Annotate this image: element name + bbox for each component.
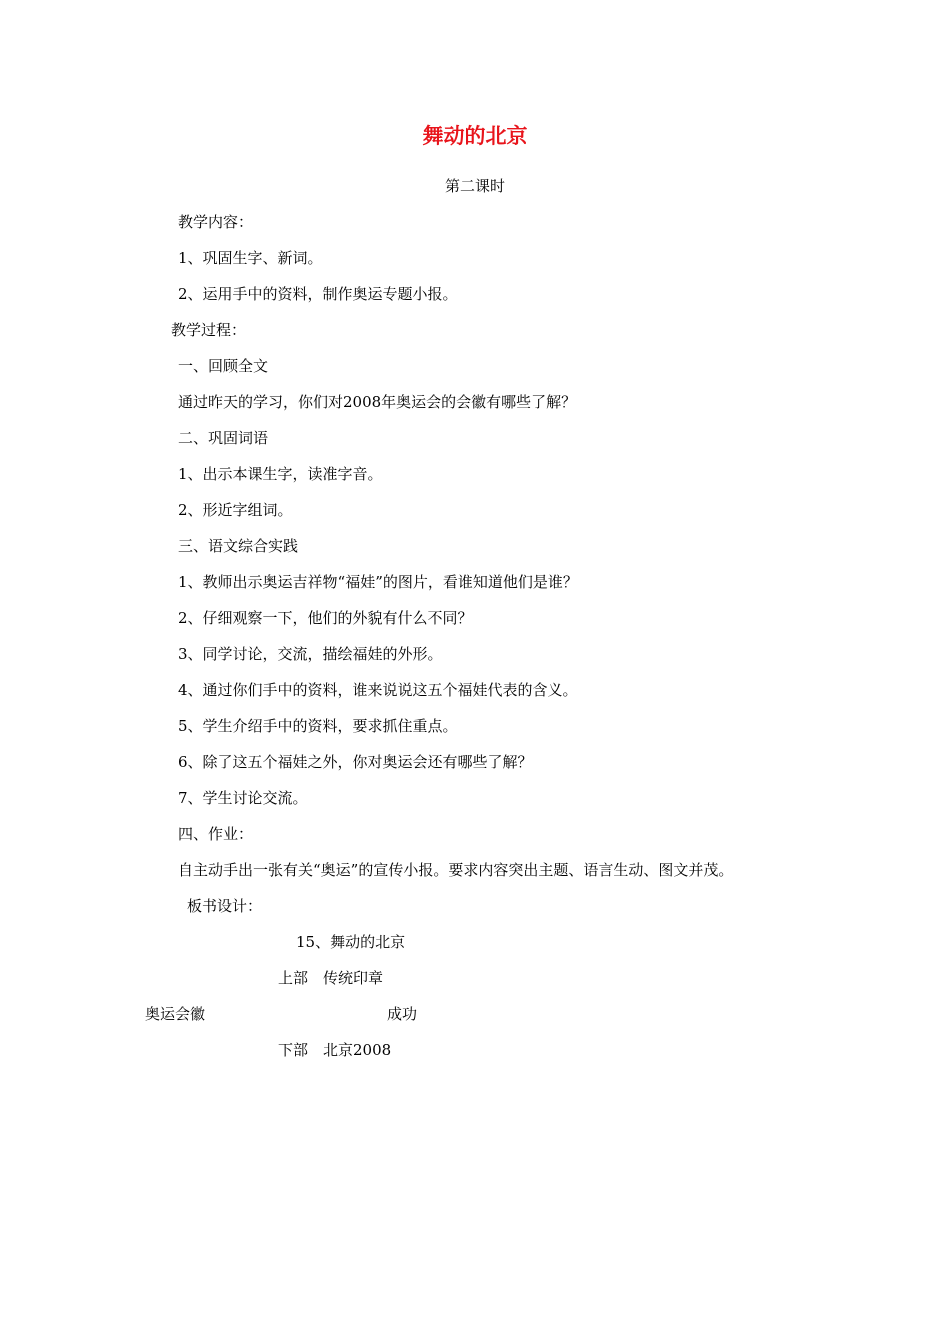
content-item-2: 2、运用手中的资料，制作奥运专题小报。 — [178, 285, 458, 303]
homework-text: 自主动手出一张有关“奥运”的宣传小报。要求内容突出主题、语言生动、图文并茂。 — [178, 861, 734, 879]
step-2-item-1: 1、出示本课生字，读准字音。 — [178, 465, 383, 483]
board-title: 15、舞动的北京 — [296, 933, 406, 951]
lesson-period: 第二课时 — [444, 177, 505, 195]
step-3-item-1: 1、教师出示奥运吉祥物“福娃”的图片，看谁知道他们是谁？ — [178, 573, 578, 591]
board-design-heading: 板书设计： — [187, 897, 263, 915]
document-title: 舞动的北京 — [422, 124, 528, 148]
section-teaching-content: 教学内容： — [178, 213, 254, 231]
section-teaching-process: 教学过程： — [171, 321, 247, 339]
board-right-label: 成功 — [387, 1005, 418, 1023]
step-2-heading: 二、巩固词语 — [178, 429, 269, 447]
step-1-text: 通过昨天的学习，你们对2008年奥运会的会徽有哪些了解？ — [178, 393, 577, 411]
step-1-heading: 一、回顾全文 — [178, 357, 269, 375]
step-2-item-2: 2、形近字组词。 — [178, 501, 293, 519]
step-3-item-7: 7、学生讨论交流。 — [178, 789, 308, 807]
step-3-heading: 三、语文综合实践 — [178, 537, 299, 555]
content-item-1: 1、巩固生字、新词。 — [178, 249, 323, 267]
step-4-heading: 四、作业： — [178, 825, 254, 843]
step-3-item-5: 5、学生介绍手中的资料，要求抓住重点。 — [178, 717, 458, 735]
step-3-item-2: 2、仔细观察一下，他们的外貌有什么不同？ — [178, 609, 473, 627]
board-upper: 上部 传统印章 — [278, 969, 384, 987]
step-3-item-6: 6、除了这五个福娃之外，你对奥运会还有哪些了解？ — [178, 753, 533, 771]
step-3-item-3: 3、同学讨论，交流，描绘福娃的外形。 — [178, 645, 443, 663]
step-3-item-4: 4、通过你们手中的资料，谁来说说这五个福娃代表的含义。 — [178, 681, 578, 699]
board-left-label: 奥运会徽 — [145, 1005, 206, 1023]
board-lower: 下部 北京2008 — [278, 1041, 392, 1059]
